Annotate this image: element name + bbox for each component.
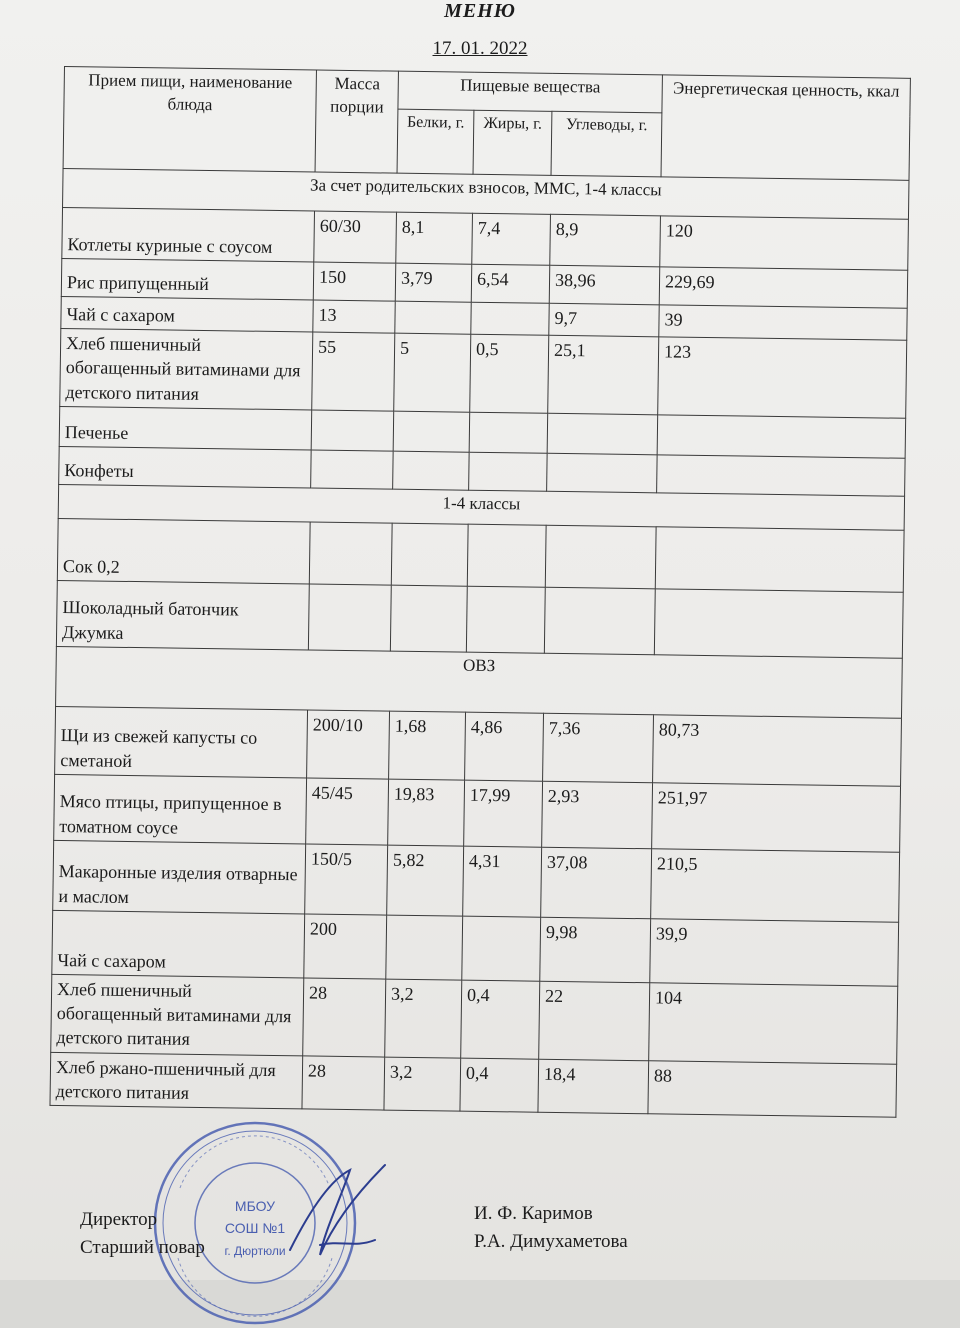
- menu-item-row: [53, 840, 900, 922]
- dish-protein: 5,82: [387, 845, 464, 916]
- dish-protein: [390, 585, 467, 652]
- dish-fat: [467, 524, 546, 587]
- dish-energy: 104: [649, 983, 898, 1064]
- dish-protein: 3,2: [385, 979, 462, 1058]
- dish-name: Шоколадный батончик Джумка: [56, 580, 309, 650]
- dish-mass: 200: [304, 914, 387, 979]
- section-title: За счет родительских взносов, ММС, 1-4 классы: [63, 168, 909, 219]
- menu-item-row: [56, 580, 903, 658]
- menu-table: [49, 66, 910, 1118]
- dish-mass: [311, 450, 394, 489]
- dish-mass: 200/10: [307, 710, 390, 779]
- header-energy: Энергетическая ценность, ккал: [661, 75, 910, 180]
- header-protein: Белки, г.: [397, 109, 474, 174]
- dish-fat: 7,4: [472, 213, 551, 265]
- dish-protein: 19,83: [388, 779, 465, 846]
- director-title: Директор: [80, 1209, 158, 1230]
- dish-mass: [311, 410, 394, 451]
- dish-name: Рис припущенный: [61, 258, 314, 300]
- dish-energy: 39,9: [650, 919, 899, 986]
- signature-scribble-icon: [280, 1150, 400, 1270]
- dish-protein: 5: [394, 333, 471, 412]
- dish-fat: 6,54: [471, 264, 550, 303]
- dish-protein: 3,2: [384, 1057, 461, 1112]
- dish-mass: 13: [313, 300, 395, 333]
- header-row: [64, 67, 910, 117]
- dish-mass: 150: [313, 262, 396, 301]
- dish-name: Чай с сахаром: [52, 910, 305, 978]
- dish-name: Чай с сахаром: [61, 296, 313, 332]
- menu-item-row: [51, 974, 898, 1064]
- dish-energy: 80,73: [653, 715, 902, 786]
- dish-carbs: 2,93: [542, 781, 653, 849]
- dish-fat: 0,4: [460, 1058, 539, 1113]
- dish-mass: 150/5: [305, 844, 388, 915]
- dish-mass: 28: [302, 1056, 385, 1111]
- dish-name: Хлеб ржано-пшеничный для детского питания: [50, 1052, 303, 1109]
- stamp-text-top: МБОУ: [234, 1198, 276, 1214]
- dish-fat: [462, 916, 541, 981]
- section-title: 1-4 классы: [58, 484, 904, 530]
- dish-energy: 251,97: [652, 783, 901, 852]
- menu-date: 17. 01. 2022: [432, 38, 528, 59]
- dish-protein: 1,68: [389, 711, 466, 780]
- dish-energy: 39: [659, 305, 907, 340]
- dish-protein: 3,79: [395, 263, 472, 302]
- dish-carbs: 38,96: [549, 265, 660, 305]
- dish-fat: [466, 586, 545, 653]
- menu-item-row: [54, 774, 901, 852]
- dish-name: Макаронные изделия отварные и маслом: [53, 840, 306, 914]
- header-mass: Масса порции: [315, 70, 398, 173]
- dish-mass: 28: [303, 978, 386, 1057]
- dish-name: Мясо птицы, припущенное в томатном соусе: [54, 774, 307, 844]
- dish-name: Конфеты: [59, 446, 312, 488]
- cook-name: Р.А. Димухаметова: [474, 1230, 628, 1252]
- dish-carbs: 7,36: [543, 713, 654, 783]
- dish-mass: 45/45: [306, 778, 389, 845]
- dish-energy: [654, 589, 903, 658]
- dish-name: Хлеб пшеничный обогащенный витаминами для детского питания: [60, 328, 313, 409]
- dish-protein: [391, 523, 468, 586]
- dish-carbs: [547, 413, 658, 455]
- header-meal: Прием пищи, наименование блюда: [63, 67, 316, 173]
- dish-name: Печенье: [59, 406, 312, 450]
- dish-fat: 0,5: [470, 334, 549, 413]
- menu-item-row: [57, 518, 904, 592]
- dish-carbs: [545, 525, 656, 589]
- dish-carbs: [547, 453, 658, 493]
- dish-carbs: 8,9: [550, 214, 661, 267]
- director-name: И. Ф. Каримов: [474, 1203, 593, 1224]
- dish-fat: [471, 302, 549, 335]
- dish-carbs: 25,1: [548, 335, 659, 414]
- dish-name: Котлеты куриные с соусом: [62, 207, 315, 262]
- dish-name: Сок 0,2: [57, 518, 310, 584]
- header-fat: Жиры, г.: [473, 110, 552, 175]
- dish-fat: 17,99: [464, 780, 543, 847]
- dish-energy: 229,69: [659, 267, 908, 308]
- stamp-text-bottom: г. Дюртюли: [224, 1244, 286, 1258]
- dish-carbs: 37,08: [541, 847, 652, 919]
- dish-energy: 210,5: [651, 849, 900, 922]
- dish-mass: [309, 522, 392, 585]
- signature-titles: [80, 1206, 205, 1261]
- dish-name: Щи из свежей капусты со сметаной: [55, 706, 308, 778]
- menu-item-row: [50, 1052, 897, 1117]
- dish-carbs: 18,4: [538, 1059, 649, 1114]
- dish-carbs: 22: [539, 981, 650, 1060]
- dish-energy: [657, 455, 906, 496]
- dish-energy: [657, 415, 906, 458]
- stamp-text-mid: СОШ №1: [224, 1220, 286, 1236]
- section-title: ОВЗ: [56, 646, 903, 718]
- dish-carbs: 9,7: [549, 303, 659, 337]
- dish-energy: [655, 527, 904, 592]
- dish-fat: 0,4: [461, 980, 540, 1059]
- dish-fat: 4,86: [465, 712, 544, 781]
- dish-protein: [395, 301, 471, 334]
- dish-energy: 123: [658, 337, 907, 418]
- menu-item-row: [60, 328, 907, 418]
- dish-carbs: [544, 587, 655, 655]
- dish-protein: [386, 915, 463, 980]
- dish-name: Хлеб пшеничный обогащенный витаминами для детского питания: [51, 974, 304, 1055]
- dish-fat: 4,31: [463, 846, 542, 917]
- dish-carbs: 9,98: [540, 917, 651, 983]
- dish-mass: 55: [312, 332, 395, 411]
- dish-protein: [393, 451, 470, 490]
- dish-protein: [393, 411, 470, 452]
- dish-mass: 60/30: [314, 211, 397, 263]
- header-nutrients: Пищевые вещества: [398, 71, 663, 113]
- dish-mass: [308, 584, 391, 651]
- dish-fat: [469, 412, 548, 453]
- dish-protein: 8,1: [396, 212, 473, 264]
- page-title: МЕНЮ: [444, 0, 516, 22]
- dish-energy: 88: [648, 1061, 897, 1118]
- cook-title: Старший повар: [80, 1236, 205, 1258]
- menu-item-row: [52, 910, 899, 986]
- menu-item-row: [55, 706, 902, 786]
- dish-fat: [469, 452, 548, 491]
- signature-names: [474, 1200, 628, 1255]
- header-carbs: Углеводы, г.: [551, 111, 662, 177]
- dish-energy: 120: [660, 216, 909, 270]
